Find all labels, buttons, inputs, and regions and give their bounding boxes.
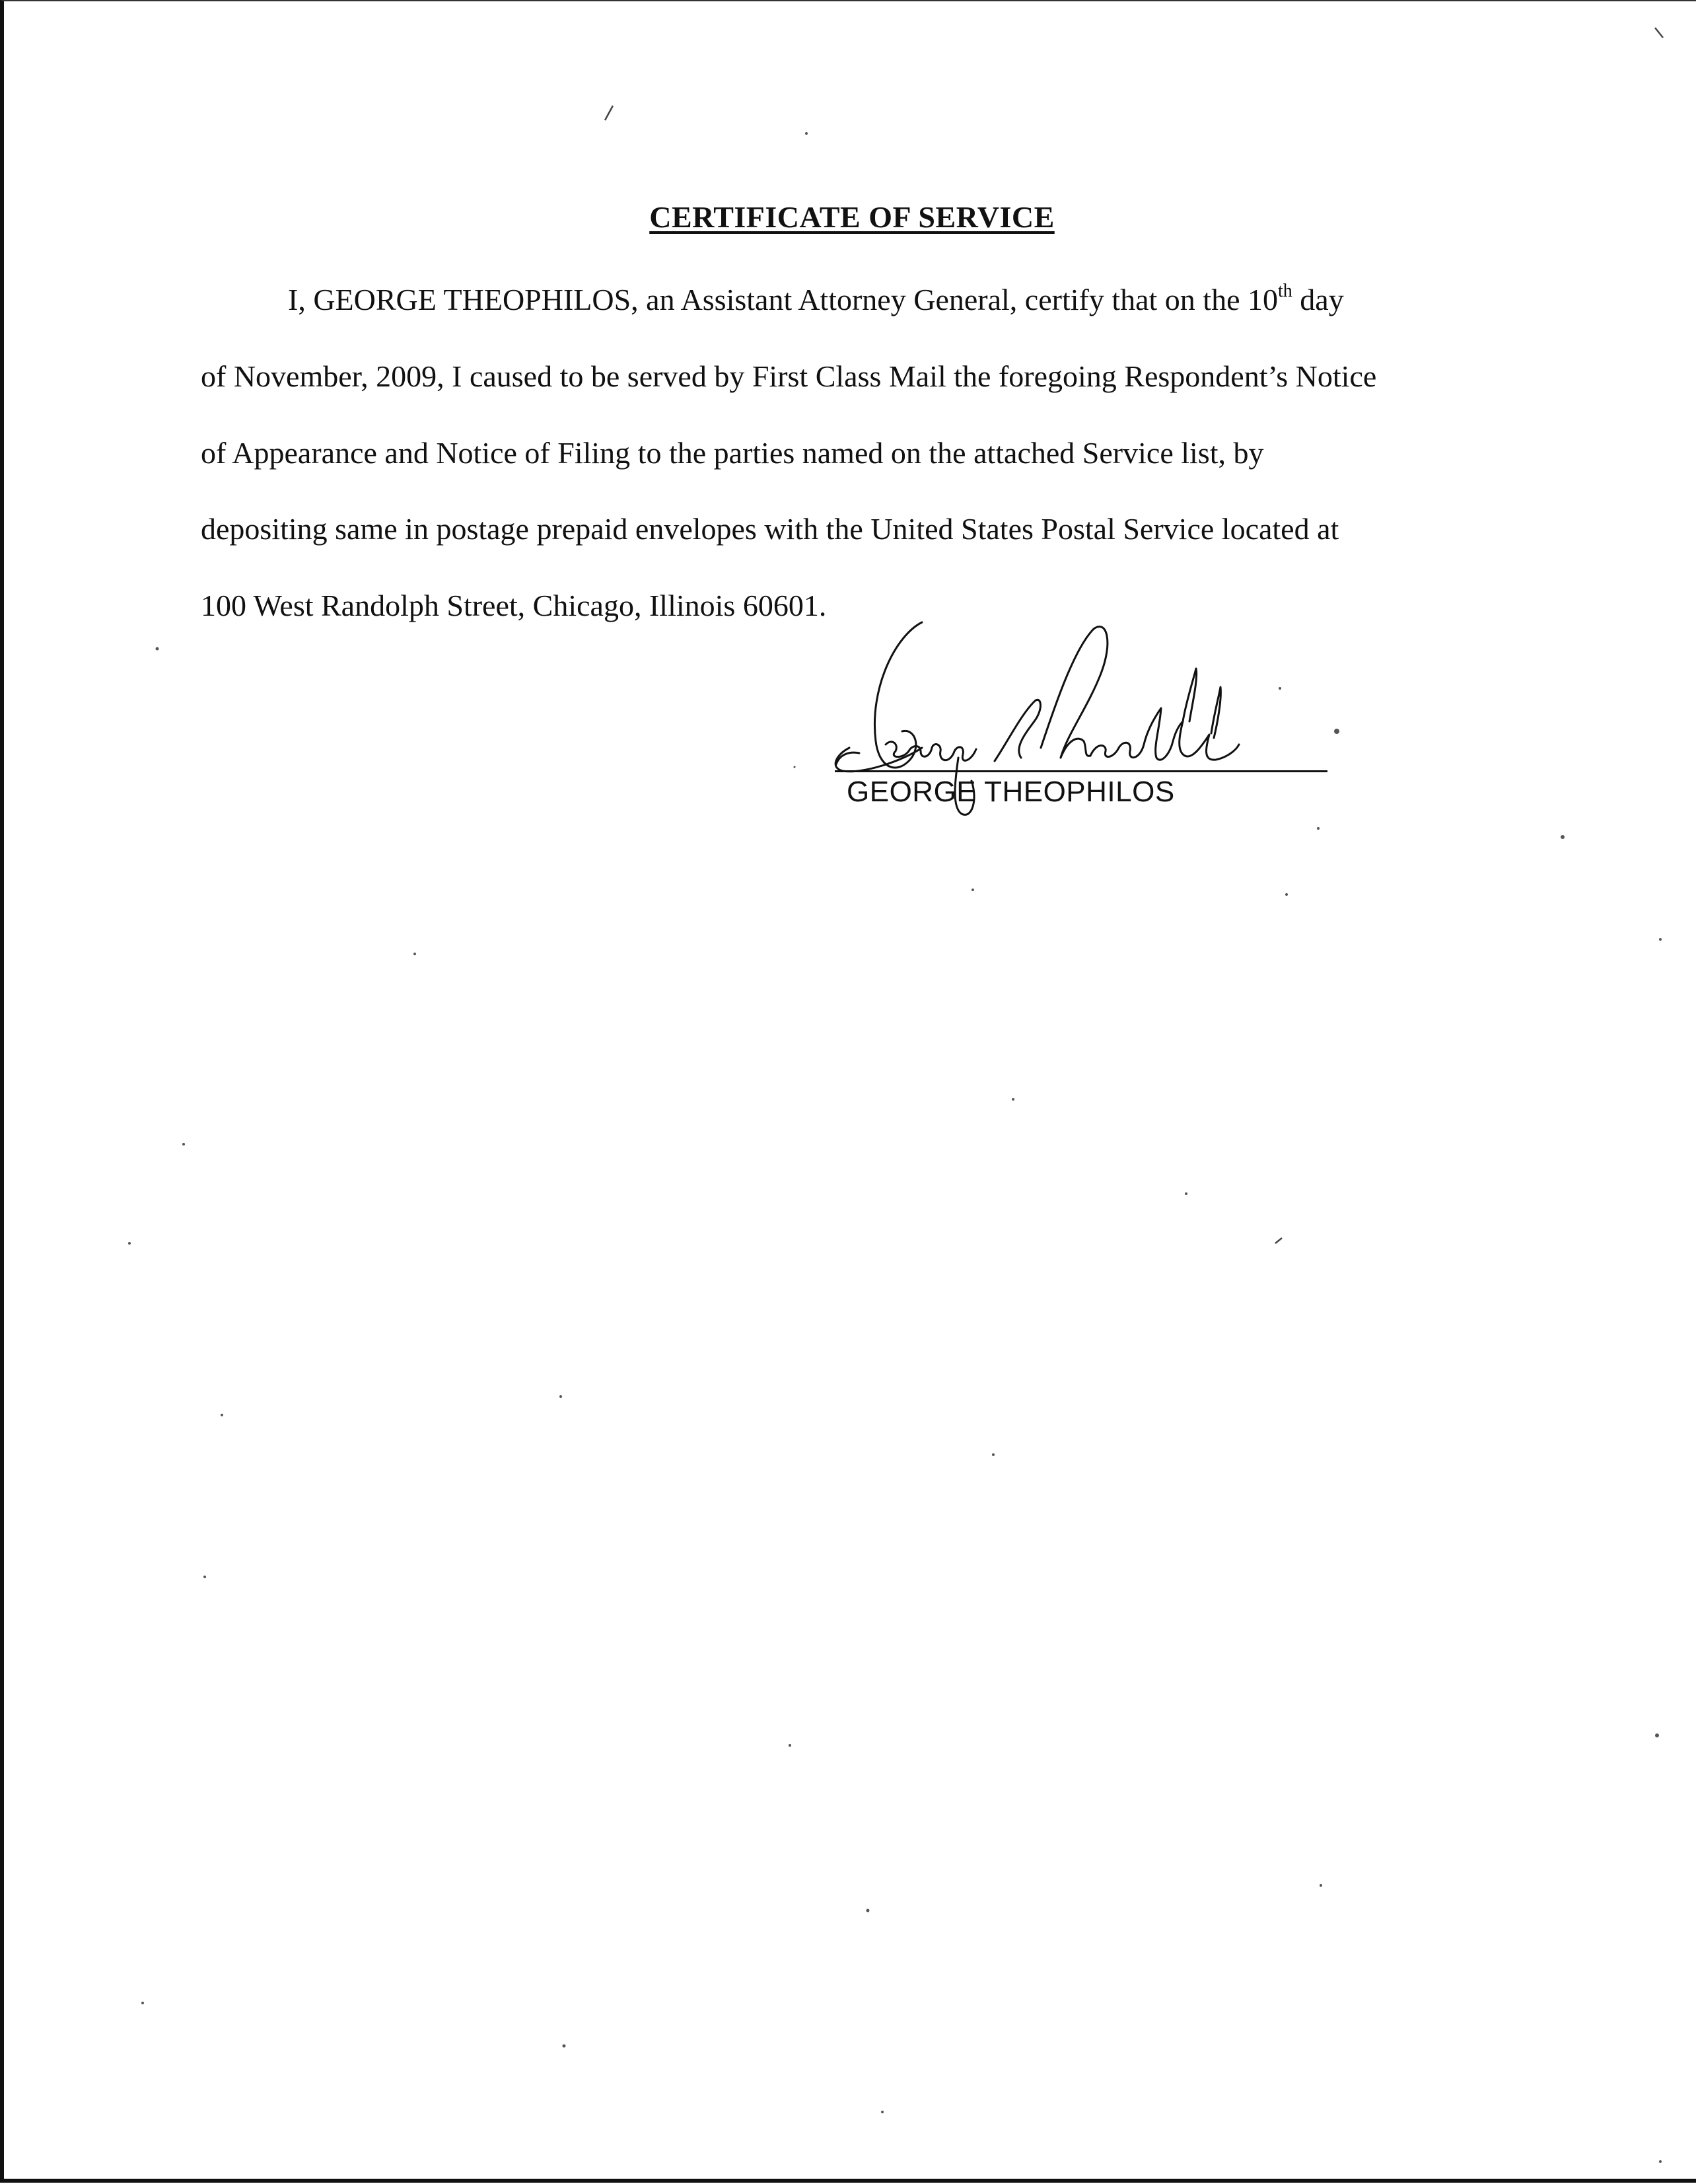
ordinal-suffix: th	[1278, 281, 1292, 301]
paragraph-line-3: of Appearance and Notice of Filing to the parties named on the attached Service list, by	[201, 436, 1264, 470]
document-title: CERTIFICATE OF SERVICE	[649, 200, 1055, 234]
paragraph-line-4: depositing same in postage prepaid envelopes with the United States Postal Service located at	[201, 512, 1339, 546]
paragraph-line-1-tail: day	[1292, 283, 1344, 316]
paragraph-line-1-text: I, GEORGE THEOPHILOS, an Assistant Attorney General, certify that on the 10	[288, 283, 1278, 316]
printed-name: GEORGE THEOPHILOS	[847, 776, 1175, 808]
paragraph-line-5: 100 West Randolph Street, Chicago, Illinois 60601.	[201, 589, 827, 622]
paragraph-line-2: of November, 2009, I caused to be served by First Class Mail the foregoing Respondent’s Notice	[201, 359, 1377, 393]
paragraph-line-1	[288, 281, 1344, 318]
scan-specks	[4, 1, 1696, 2184]
